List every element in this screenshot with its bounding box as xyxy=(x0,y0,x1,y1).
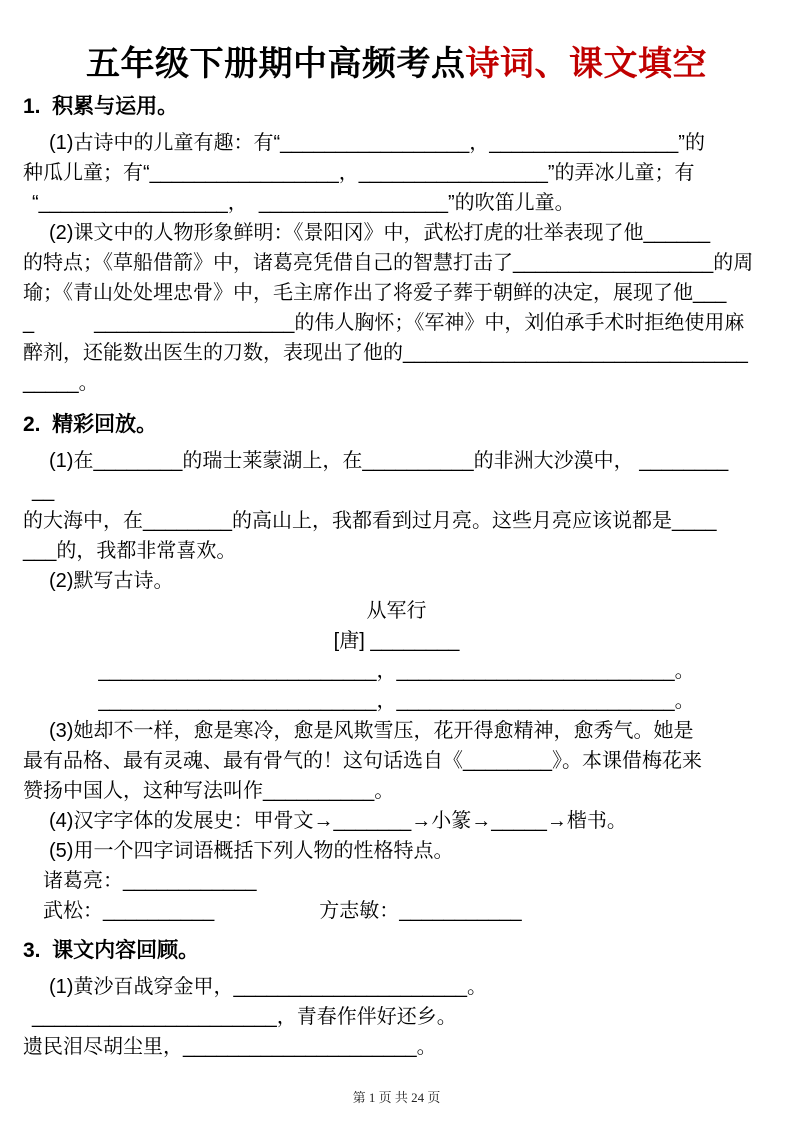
page-title-red: 诗词、课文填空 xyxy=(465,45,707,83)
s2-q1-line2: __ xyxy=(32,480,55,502)
poem-block xyxy=(23,596,770,716)
s2-q3-line3: 赞扬中国人，这种写法叫作__________。 xyxy=(23,780,395,802)
s2-q5-name-row xyxy=(23,896,770,926)
s3-q1-line2: ______________________，青春作伴好还乡。 xyxy=(32,1006,457,1028)
page-title-black: 五年级下册期中高频考点 xyxy=(86,45,466,83)
s2-q2-label: (2)默写古诗。 xyxy=(49,570,174,592)
s2-q3-line1: (3)她却不一样，愈是寒冷，愈是风欺雪压，花开得愈精神，愈秀气。她是 xyxy=(49,720,694,742)
s3-q1-line3: 遗民泪尽胡尘里，_____________________。 xyxy=(23,1036,437,1058)
s1-q2-line2: 的特点；《草船借箭》中，诸葛亮凭借自己的智慧打击了__________________的周 xyxy=(23,252,754,274)
poem-blank-line2: _________________________，_________________________。 xyxy=(98,690,695,712)
s2-q4-line: (4)汉字字体的发展史：甲骨文→_______→小篆→_____→楷书。 xyxy=(49,810,627,832)
s1-q2-line3: 瑜；《青山处处埋忠骨》中，毛主席作出了将爱子葬于朝鲜的决定，展现了他___ xyxy=(23,282,727,304)
s1-q1-line2: 种瓜儿童；有“_________________，_________________”的弄冰儿童；有 xyxy=(23,162,695,184)
s1-q2-line6: _____。 xyxy=(23,372,99,394)
s2-q3-line2: 最有品格、最有灵魂、最有骨气的！这句话选自《________》。本课借梅花来 xyxy=(23,750,702,772)
s1-q2-line5: 醉剂，还能数出医生的刀数，表现出了他的_______________________________ xyxy=(23,342,748,364)
s2-q5-zhugeliang: 诸葛亮：____________ xyxy=(43,870,257,892)
s2-q5-wusong: 武松：__________ xyxy=(43,900,215,922)
s2-q5-line1: (5)用一个四字词语概括下列人物的性格特点。 xyxy=(49,840,454,862)
section-2-heading: 2. 精彩回放。 xyxy=(23,413,158,436)
page-footer: 第 1 页 共 24 页 xyxy=(352,1090,441,1105)
section-1-heading: 1. 积累与运用。 xyxy=(23,95,179,118)
s2-q1-line3: 的大海中，在________的高山上，我都看到过月亮。这些月亮应该说都是____ xyxy=(23,510,717,532)
s2-q5-fangzhimin: 方志敏：___________ xyxy=(319,900,522,922)
s1-q1-line1: (1)古诗中的儿童有趣：有“_________________，_________________”的 xyxy=(49,132,705,154)
s3-q1-line1: (1)黄沙百战穿金甲，_____________________。 xyxy=(49,976,488,998)
section-2 xyxy=(23,410,770,926)
poem-author-line: [唐] ________ xyxy=(333,630,460,652)
s1-q2-line1: (2)课文中的人物形象鲜明：《景阳冈》中，武松打虎的壮举表现了他______ xyxy=(49,222,711,244)
s1-q1-line3: “_________________， _________________”的吹笛儿童。 xyxy=(32,192,575,214)
section-3 xyxy=(23,936,770,1062)
s2-q1-line4: ___的，我都非常喜欢。 xyxy=(23,540,237,562)
s1-q2-line4: _ __________________的伟人胸怀；《军神》中，刘伯承手术时拒绝使用麻 xyxy=(23,312,745,334)
poem-title: 从军行 xyxy=(366,600,427,622)
section-3-heading: 3. 课文内容回顾。 xyxy=(23,939,200,962)
page-title xyxy=(23,44,770,84)
section-1 xyxy=(23,92,770,398)
poem-blank-line1: _________________________，_________________________。 xyxy=(98,660,695,682)
s2-q1-line1: (1)在________的瑞士莱蒙湖上，在__________的非洲大沙漠中， ________ xyxy=(49,450,729,472)
